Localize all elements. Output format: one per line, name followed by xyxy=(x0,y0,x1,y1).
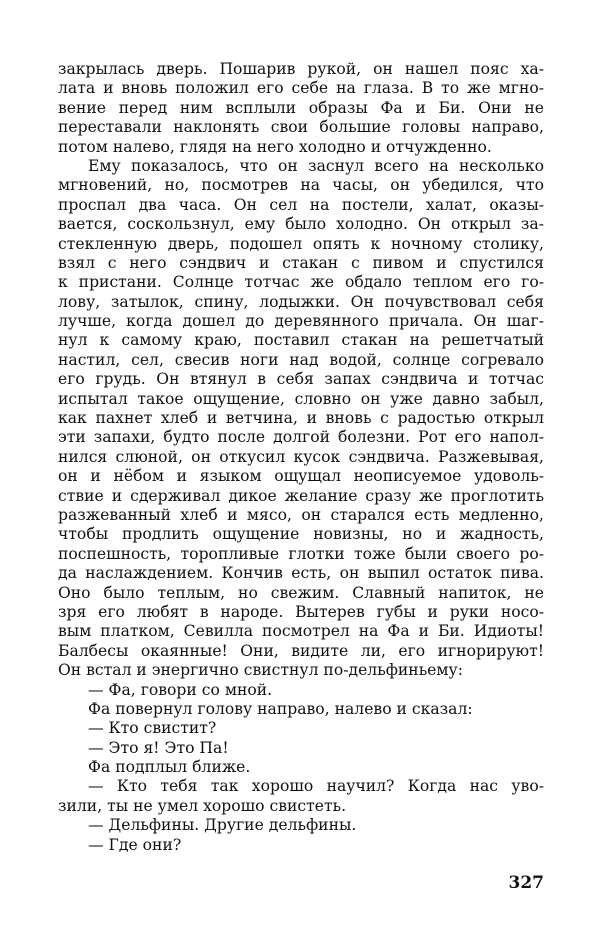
text-line: Он встал и энергично свистнул по-дельфиньему: xyxy=(58,661,463,680)
text-line: — Фа, говори со мной. xyxy=(88,680,273,699)
text-line: — Это я! Это Па! xyxy=(88,738,229,757)
text-line: — Кто свистит? xyxy=(88,719,217,738)
text-line: испытал такое ощущение, словно он уже давно забыл, xyxy=(58,389,544,408)
text-line: Фа подплыл ближе. xyxy=(88,758,251,777)
text-line: нул к самому краю, поставил стакан на решетчатый xyxy=(58,331,544,350)
text-line: потом налево, глядя на него холодно и отчужденно. xyxy=(58,137,492,156)
text-line: его грудь. Он втянул в себя запах сэндвича и тотчас xyxy=(58,370,544,389)
text-line: — Где они? xyxy=(88,835,182,854)
text-line: Оно было теплым, но свежим. Славный напиток, не xyxy=(58,583,544,602)
text-line: зили, ты не умел хорошо свистеть. xyxy=(58,796,347,815)
text-line: лучше, когда дошел до деревянного причала. Он шаг- xyxy=(58,312,544,331)
text-line: Балбесы окаянные! Они, видите ли, его игнорируют! xyxy=(58,641,544,660)
text-line: вается, соскользнул, ему было холодно. Он открыл за- xyxy=(58,215,544,234)
text-line: зря его любят в народе. Вытерев губы и руки носо- xyxy=(58,602,544,621)
text-line: переставали наклонять свои большие головы направо, xyxy=(58,118,544,137)
page-number: 327 xyxy=(508,873,544,893)
text-line: как пахнет хлеб и ветчина, и вновь с радостью открыл xyxy=(58,409,544,428)
text-line: разжеванный хлеб и мясо, он старался есть медленно, xyxy=(58,505,544,524)
text-line: лата и вновь положил его себе на глаза. В то же мгно- xyxy=(58,79,544,98)
text-line: мгновений, но, посмотрев на часы, он убедился, что xyxy=(58,176,544,195)
text-line: нился слюной, он откусил кусок сэндвича. Разжевывая, xyxy=(58,447,544,466)
text-line: лову, затылок, спину, лодыжки. Он почувствовал себя xyxy=(58,292,544,311)
text-line: вение перед ним всплыли образы Фа и Би. Они не xyxy=(58,98,544,117)
text-line: взял с него сэндвич и стакан с пивом и спустился xyxy=(58,253,544,272)
text-line: да наслаждением. Кончив есть, он выпил остаток пива. xyxy=(58,564,544,583)
text-line: поспешность, торопливые глотки тоже были своего ро- xyxy=(58,544,544,563)
text-line: вым платком, Севилла посмотрел на Фа и Би. Идиоты! xyxy=(58,622,544,641)
book-page-text xyxy=(58,60,544,855)
text-line: — Кто тебя так хорошо научил? Когда нас уво- xyxy=(88,777,544,796)
text-line: Ему показалось, что он заснул всего на несколько xyxy=(88,156,544,175)
text-line: к пристани. Солнце тотчас же обдало теплом его го- xyxy=(58,273,544,292)
text-line: эти запахи, будто после долгой болезни. Рот его напол- xyxy=(58,428,544,447)
text-line: он и нёбом и языком ощущал неописуемое удоволь- xyxy=(58,467,544,486)
text-line: закрылась дверь. Пошарив рукой, он нашел пояс ха- xyxy=(58,60,544,78)
text-line: ствие и сдерживал дикое желание сразу же проглотить xyxy=(58,486,544,505)
text-line: стекленную дверь, подошел опять к ночному столику, xyxy=(58,234,544,253)
text-line: Фа повернул голову направо, налево и сказал: xyxy=(88,699,473,718)
text-line: — Дельфины. Другие дельфины. xyxy=(88,816,357,835)
text-line: настил, сел, свесив ноги над водой, солнце согревало xyxy=(58,350,544,369)
text-line: проспал два часа. Он сел на постели, халат, оказы- xyxy=(58,195,544,214)
text-line: чтобы продлить ощущение новизны, но и жадность, xyxy=(58,525,544,544)
